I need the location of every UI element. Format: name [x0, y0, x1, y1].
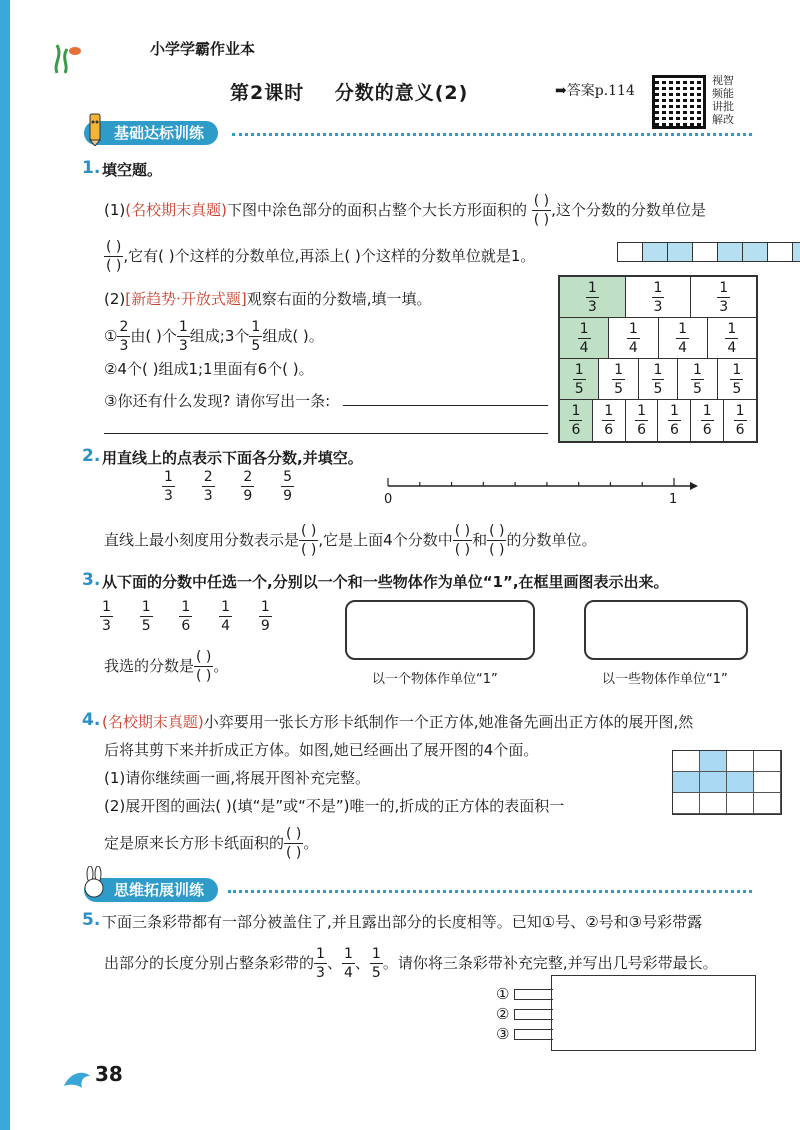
q5-line2: 出部分的长度分别占整条彩带的 $\frac{1}{3}$ 、 $\frac{1}{4}$ 、 $\frac{1}{5}$ 。请你将三条彩带补充完整,并写出几号彩带最长。 [104, 946, 718, 981]
ribbon-label-1: ① [496, 985, 510, 1003]
rabbit-mascot-icon [80, 866, 108, 902]
q1-part2-heading: (2)[新趋势·开放式题]观察右面的分数墙,填一填。 [104, 290, 432, 308]
q4-line4: (2)展开图的画法( )(填“是”或“不是”)唯一的,折成的正方体的表面积一 [104, 797, 565, 815]
q1-part1-line2: $\frac{( )}{( )}$ ,它有( )个这样的分数单位,再添上( )个这样的分数单位就是1。 [106, 239, 536, 274]
book-title: 小学学霸作业本 [150, 40, 256, 58]
cube-net-grid[interactable] [672, 750, 782, 815]
section-divider [232, 133, 752, 136]
pencil-mascot-icon [82, 112, 108, 146]
section-band-basic: 基础达标训练 [84, 121, 218, 145]
q1-number: 1. [82, 158, 101, 178]
answer-reference: ➡答案p.114 [555, 83, 635, 99]
lesson-number: 第2课时 [230, 82, 305, 104]
q2-title: 用直线上的点表示下面各分数,并填空。 [102, 449, 363, 467]
q4-line3: (1)请你继续画一画,将展开图补充完整。 [104, 769, 371, 787]
q1-part2-line1: ① $\frac{2}{3}$ 由( )个 $\frac{1}{3}$ 组成;3个 $\frac{1}{5}$ 组成( )。 [104, 319, 324, 354]
q3-title: 从下面的分数中任选一个,分别以一个和一些物体作为单位“1”,在框里画图表示出来。 [102, 573, 669, 591]
number-line[interactable] [380, 474, 700, 514]
wall-row-sixths: $\frac{1}{6}$ $\frac{1}{6}$ $\frac{1}{6}$ $\frac{1}{6}$ $\frac{1}{6}$ $\frac{1}{6}$ [560, 400, 756, 441]
arrow-right-icon: ➡ [555, 83, 567, 99]
ribbon-label-2: ② [496, 1005, 510, 1023]
wall-row-thirds: $\frac{1}{3}$ $\frac{1}{3}$ $\frac{1}{3}$ [560, 277, 756, 318]
qr-caption: 视智 频能 讲批 解改 [712, 74, 734, 126]
q4-line2: 后将其剪下来并折成正方体。如图,她已经画出了展开图的4个面。 [104, 741, 539, 759]
page-number: 38 [95, 1062, 123, 1086]
dolphin-icon [60, 1062, 94, 1096]
caption-group-objects: 以一些物体作单位“1” [602, 672, 728, 687]
q1-part2-line2: ②4个( )组成1;1里面有6个( )。 [104, 360, 314, 378]
fraction-wall [558, 275, 758, 443]
q2-number: 2. [82, 446, 101, 466]
drawing-box-group-objects[interactable] [584, 600, 748, 660]
caption-one-object: 以一个物体作单位“1” [372, 672, 498, 687]
ribbon-2-exposed [514, 1009, 553, 1020]
q4-number: 4. [82, 710, 101, 730]
section-band-extension: 思维拓展训练 [84, 878, 218, 902]
qr-code-icon [652, 75, 706, 129]
lesson-topic: 分数的意义(2) [334, 82, 469, 104]
ribbon-labels [496, 984, 509, 1044]
seaweed-icon [45, 35, 85, 75]
q5-line1: 下面三条彩带都有一部分被盖住了,并且露出部分的长度相等。已知①号、②号和③号彩带露 [102, 913, 703, 931]
q5-number: 5. [82, 910, 101, 930]
q3-chosen: 我选的分数是 $\frac{( )}{( )}$ 。 [104, 649, 229, 684]
shaded-rectangle-figure [617, 242, 800, 262]
ribbon-1-exposed [514, 989, 553, 1000]
q4-line5: 定是原来长方形卡纸面积的 $\frac{( )}{( )}$ 。 [104, 826, 319, 861]
drawing-box-one-object[interactable] [345, 600, 535, 660]
q2-fraction-list: $\frac{1}{3}$ $\frac{2}{3}$ $\frac{2}{9}$ $\frac{5}{9}$ [164, 469, 293, 504]
page-edge-stripe [0, 0, 10, 1130]
q1-part2-line3: ③你还有什么发现? 请你写出一条: [104, 392, 331, 410]
section-divider [228, 890, 752, 893]
q3-fraction-list: $\frac{1}{3}$ $\frac{1}{5}$ $\frac{1}{6}$ $\frac{1}{4}$ $\frac{1}{9}$ [102, 599, 270, 634]
q3-number: 3. [82, 570, 101, 590]
number-line-zero: 0 [384, 492, 393, 507]
ribbon-label-3: ③ [496, 1025, 510, 1043]
wall-row-fifths: $\frac{1}{5}$ $\frac{1}{5}$ $\frac{1}{5}$ $\frac{1}{5}$ $\frac{1}{5}$ [560, 359, 756, 400]
q2-sentence: 直线上最小刻度用分数表示是 $\frac{( )}{( )}$ ,它是上面4个分数中 $\frac{( )}{( )}$ 和 $\frac{( )}{( )}$ 的分数单位。 [104, 523, 597, 558]
ribbon-3-exposed [514, 1029, 553, 1040]
ribbon-cover-box[interactable] [551, 975, 756, 1051]
q1-part1-line1: (1)(名校期末真题)下图中涂色部分的面积占整个大长方形面积的 $\frac{( )}{( )}$ ,这个分数的分数单位是 [104, 193, 706, 228]
wall-row-quarters: $\frac{1}{4}$ $\frac{1}{4}$ $\frac{1}{4}$ $\frac{1}{4}$ [560, 318, 756, 359]
answer-line[interactable] [343, 405, 548, 406]
answer-fraction-blank[interactable]: $\frac{( )}{( )}$ [106, 239, 122, 274]
q4-line1: (名校期末真题)小弈要用一张长方形卡纸制作一个正方体,她准备先画出正方体的展开图,然 [102, 713, 694, 731]
q1-title: 填空题。 [102, 161, 163, 179]
answer-fraction-blank[interactable]: $\frac{( )}{( )}$ [533, 193, 550, 228]
page-title [230, 78, 468, 105]
number-line-one: 1 [669, 492, 678, 507]
answer-line[interactable] [104, 433, 548, 434]
